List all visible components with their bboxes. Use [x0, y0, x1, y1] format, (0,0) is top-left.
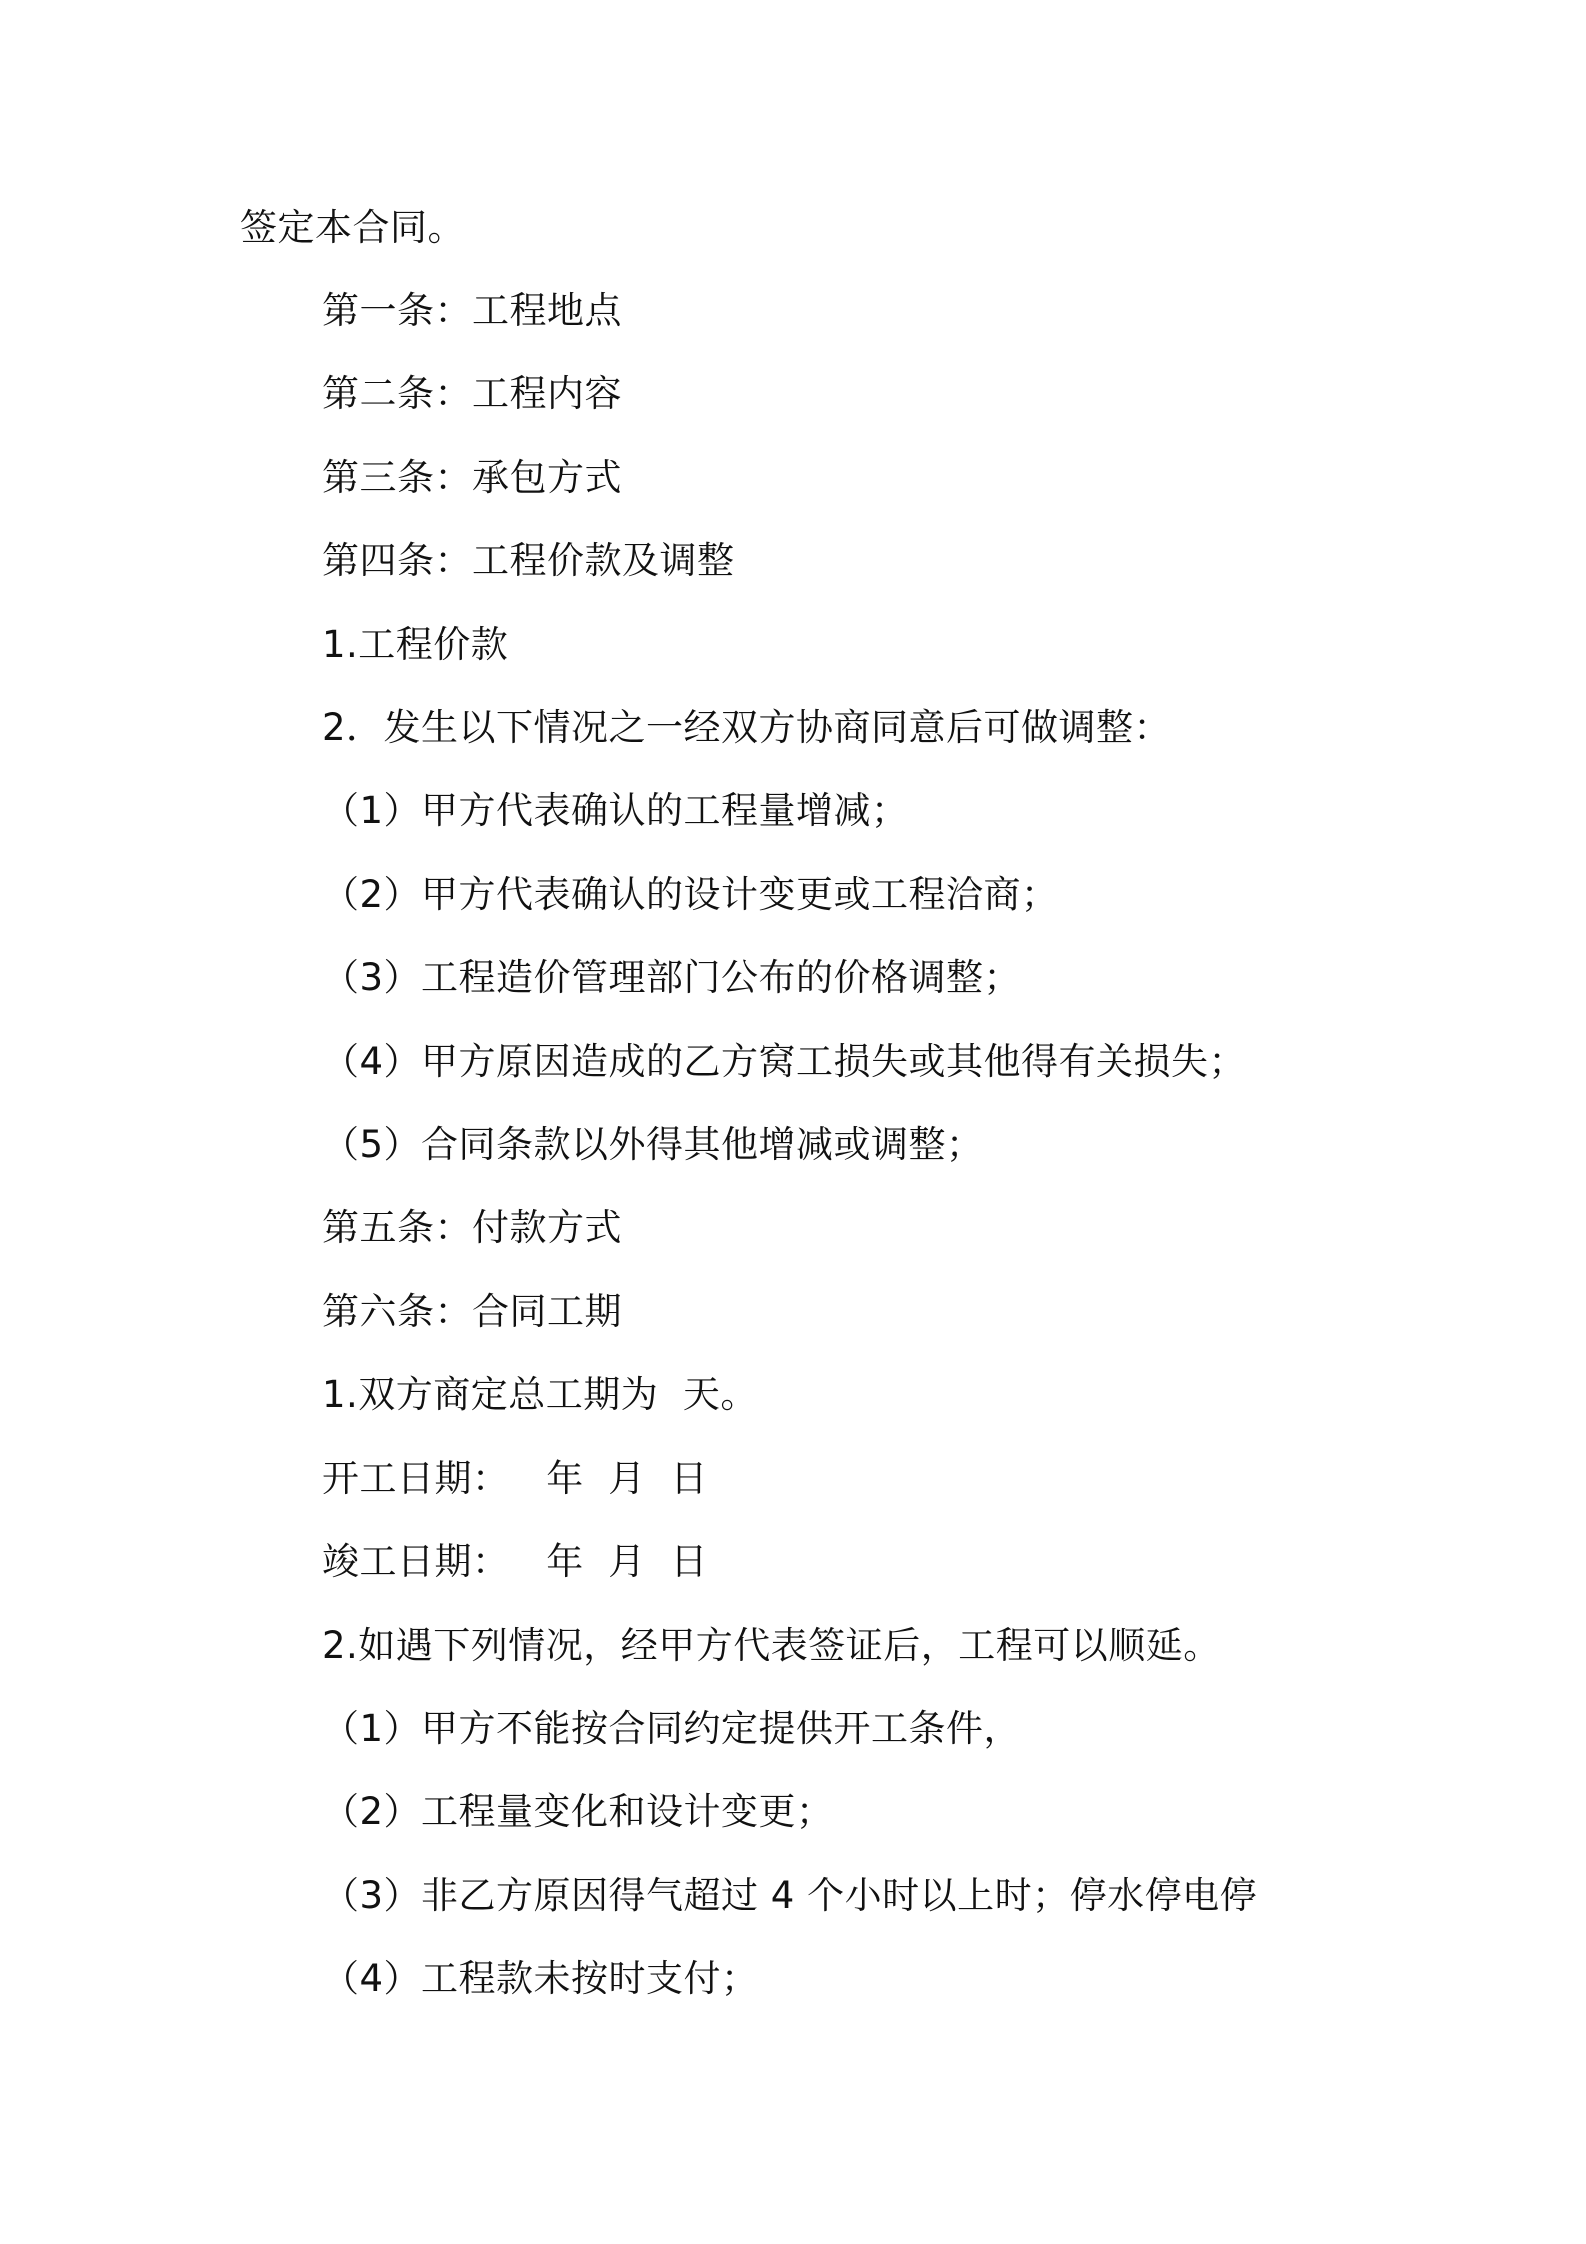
- adjustment-case-3: （3）工程造价管理部门公布的价格调整；: [322, 956, 1022, 999]
- extension-case-4: （4）工程款未按时支付；: [322, 1957, 759, 2000]
- text-line-intro: 签定本合同。: [240, 206, 465, 249]
- adjustment-case-4: （4）甲方原因造成的乙方窝工损失或其他得有关损失；: [322, 1040, 1247, 1083]
- extension-case-3: （3）非乙方原因得气超过 4 个小时以上时；停水停电停: [322, 1874, 1258, 1917]
- article-6-heading: 第六条：合同工期: [322, 1290, 622, 1333]
- article-6-item-2: 2.如遇下列情况，经甲方代表签证后，工程可以顺延。: [322, 1624, 1221, 1667]
- adjustment-case-5: （5）合同条款以外得其他增减或调整；: [322, 1123, 984, 1166]
- article-4-item-1: 1.工程价款: [322, 623, 509, 666]
- adjustment-case-1: （1）甲方代表确认的工程量增减；: [322, 789, 909, 832]
- article-4-item-2: 2．发生以下情况之一经双方协商同意后可做调整：: [322, 706, 1172, 749]
- article-4-heading: 第四条：工程价款及调整: [322, 539, 735, 582]
- completion-date-line: 竣工日期： 年 月 日: [322, 1540, 708, 1583]
- article-5-heading: 第五条：付款方式: [322, 1206, 622, 1249]
- article-6-item-1: 1.双方商定总工期为 天。: [322, 1373, 758, 1416]
- adjustment-case-2: （2）甲方代表确认的设计变更或工程洽商；: [322, 873, 1059, 916]
- start-date-line: 开工日期： 年 月 日: [322, 1457, 708, 1500]
- article-2-heading: 第二条：工程内容: [322, 372, 622, 415]
- article-3-heading: 第三条：承包方式: [322, 456, 622, 499]
- article-1-heading: 第一条：工程地点: [322, 289, 622, 332]
- extension-case-1: （1）甲方不能按合同约定提供开工条件，: [322, 1707, 1022, 1750]
- extension-case-2: （2）工程量变化和设计变更；: [322, 1790, 834, 1833]
